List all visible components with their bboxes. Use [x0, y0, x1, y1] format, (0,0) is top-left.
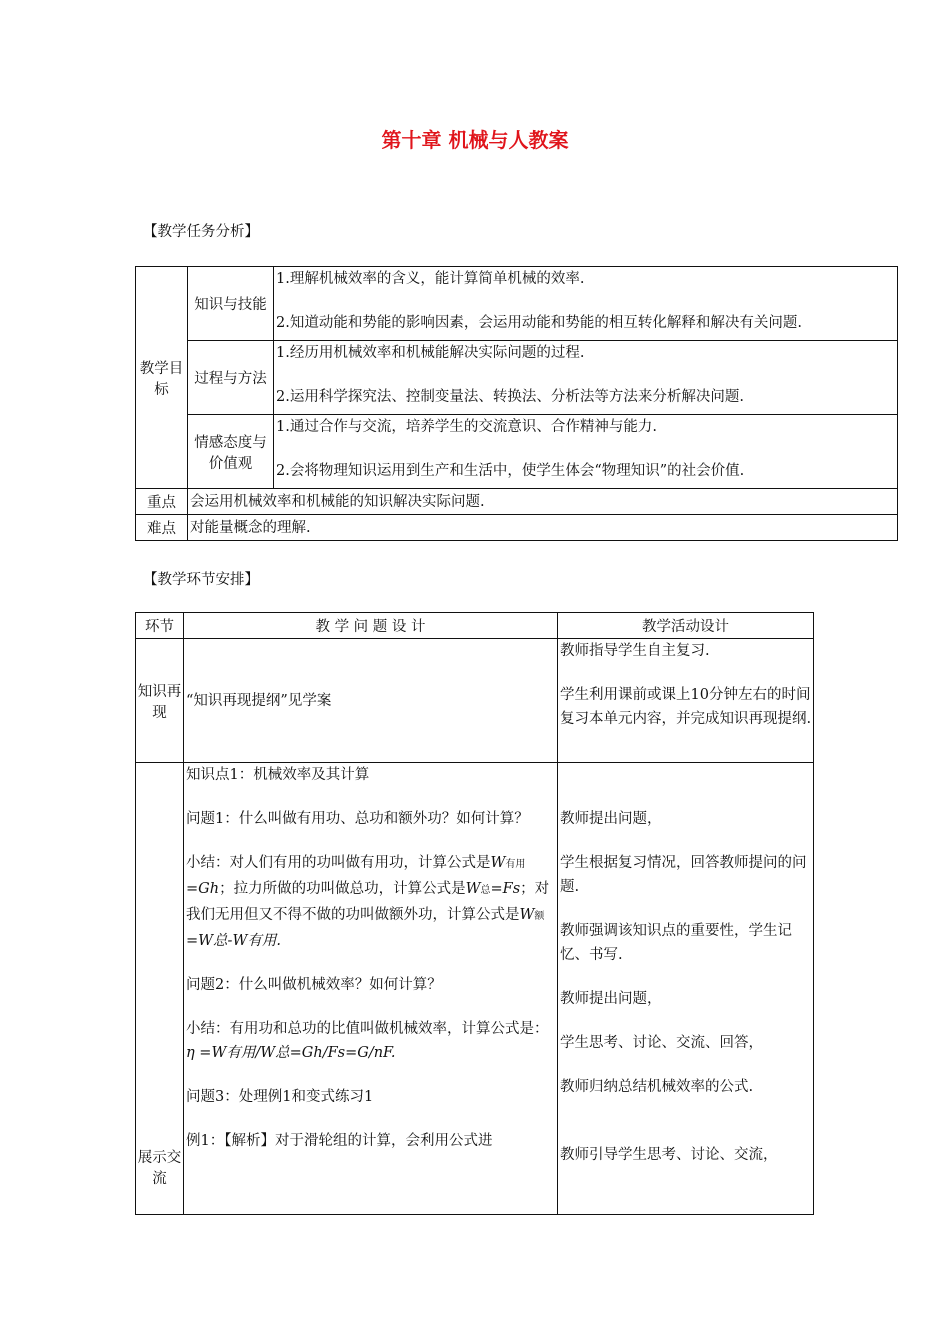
summary-1-eq2: =Fs: [490, 881, 521, 897]
review-design-text: “知识再现提纲”见学案: [186, 692, 332, 709]
stage-review-cell: [136, 639, 184, 763]
question-1: 问题1：什么叫做有用功、总功和额外功？如何计算？: [186, 811, 529, 827]
stage-show-cell: [136, 763, 184, 1215]
key-cell: [188, 489, 898, 515]
summary-1-sub2: 总: [480, 885, 491, 896]
summary-1-b: ；拉力所做的功叫做总功，计算公式是: [219, 881, 466, 897]
summary-2-a: 小结：有用功和总功的比值叫做机械效率，计算公式是：: [186, 1021, 549, 1037]
stage-review-label: 知识再现: [137, 683, 182, 721]
example-1: [186, 1129, 557, 1153]
goals-label-cell: [136, 267, 188, 489]
hard-cell: [188, 515, 898, 541]
knowledge-point-1: 知识点1：机械效率及其计算: [186, 767, 370, 783]
header-stage: 环节: [136, 613, 184, 639]
hard-text: 对能量概念的理解.: [190, 519, 311, 536]
summary-1-sub3: 额: [534, 911, 545, 922]
example-1-tag: 【解析】: [224, 1133, 275, 1149]
summary-1-sub1: 有用: [505, 859, 526, 870]
key-label: 重点: [147, 495, 176, 511]
key-text: 会运用机械效率和机械能的知识解决实际问题.: [190, 493, 485, 510]
header-activity: 教学活动设计: [558, 613, 814, 639]
review-activity-cell: [558, 639, 814, 763]
show-design-cell: [184, 763, 558, 1215]
activity-3: 教师强调该知识点的重要性，学生记忆、书写.: [560, 923, 792, 963]
knowledge-cell: [274, 267, 898, 341]
summary-1-eq3: =W总-W有用.: [186, 933, 281, 949]
activity-2: 学生根据复习情况，回答教师提问的问题.: [560, 855, 807, 895]
knowledge-label: 知识与技能: [194, 297, 267, 313]
header-design: 教 学 问 题 设 计: [184, 613, 558, 639]
activity-4: 教师提出问题，: [560, 991, 662, 1007]
hard-label: 难点: [147, 521, 176, 537]
knowledge-item-1: 1.理解机械效率的含义，能计算简单机械的效率.: [276, 271, 585, 287]
example-1-a: 例1：: [186, 1133, 225, 1149]
review-activity-1: 教师指导学生自主复习.: [560, 643, 710, 659]
knowledge-label-cell: [188, 267, 274, 341]
process-item-2: 2.运用科学探究法、控制变量法、转换法、分析法等方法来分析解决问题.: [276, 389, 744, 405]
summary-1: [186, 851, 557, 953]
goals-table: [135, 266, 898, 541]
question-2: 问题2：什么叫做机械效率？如何计算？: [186, 977, 442, 993]
summary-1-w3: W: [519, 907, 535, 923]
summary-1-a: 小结：对人们有用的功叫做有用功，计算公式是: [186, 855, 491, 871]
review-design-cell: [184, 639, 558, 763]
question-3: 问题3：处理例1和变式练习1: [186, 1089, 374, 1105]
summary-1-eq1: =Gh: [186, 881, 220, 897]
process-label-cell: [188, 341, 274, 415]
attitude-item-2: 2.会将物理知识运用到生产和生活中，使学生体会“物理知识”的社会价值.: [276, 463, 745, 479]
hard-label-cell: [136, 515, 188, 541]
attitude-item-1: 1.通过合作与交流，培养学生的交流意识、合作精神与能力.: [276, 419, 657, 435]
summary-1-c: ；对我们无用但又不得不做的功叫做额外功，计算公式是: [186, 881, 550, 923]
page-title: 第十章 机械与人教案: [381, 128, 569, 152]
knowledge-item-2: 2.知道动能和势能的影响因素，会运用动能和势能的相互转化解释和解决有关问题.: [276, 315, 802, 331]
summary-1-w2: W: [465, 881, 481, 897]
process-item-1: 1.经历用机械效率和机械能解决实际问题的过程.: [276, 345, 585, 361]
attitude-cell: [274, 415, 898, 489]
attitude-label: 情感态度与价值观: [194, 434, 267, 472]
stage-show-label: 展示交流: [137, 1150, 182, 1187]
activity-6: 教师归纳总结机械效率的公式.: [560, 1079, 754, 1095]
goals-label: 教学目标: [139, 360, 184, 398]
summary-1-w1: W: [490, 855, 506, 871]
key-label-cell: [136, 489, 188, 515]
attitude-label-cell: [188, 415, 274, 489]
section-heading-analysis: 【教学任务分析】: [143, 224, 259, 240]
example-1-b: 对于滑轮组的计算，会利用公式进: [274, 1133, 493, 1149]
summary-2: [186, 1017, 557, 1065]
section-heading-plan: 【教学环节安排】: [143, 572, 259, 588]
activity-5: 学生思考、讨论、交流、回答，: [560, 1035, 763, 1051]
activity-1: 教师提出问题，: [560, 811, 662, 827]
process-label: 过程与方法: [194, 371, 267, 387]
activity-7: 教师引导学生思考、讨论、交流，: [560, 1147, 778, 1163]
plan-table: [135, 612, 814, 1215]
review-activity-2: 学生利用课前或课上10分钟左右的时间复习本单元内容，并完成知识再现提纲.: [560, 687, 812, 727]
process-cell: [274, 341, 898, 415]
show-activity-cell: [558, 763, 814, 1215]
summary-2-formula: η =W有用/W总=Gh/Fs=G/nF.: [186, 1045, 396, 1061]
